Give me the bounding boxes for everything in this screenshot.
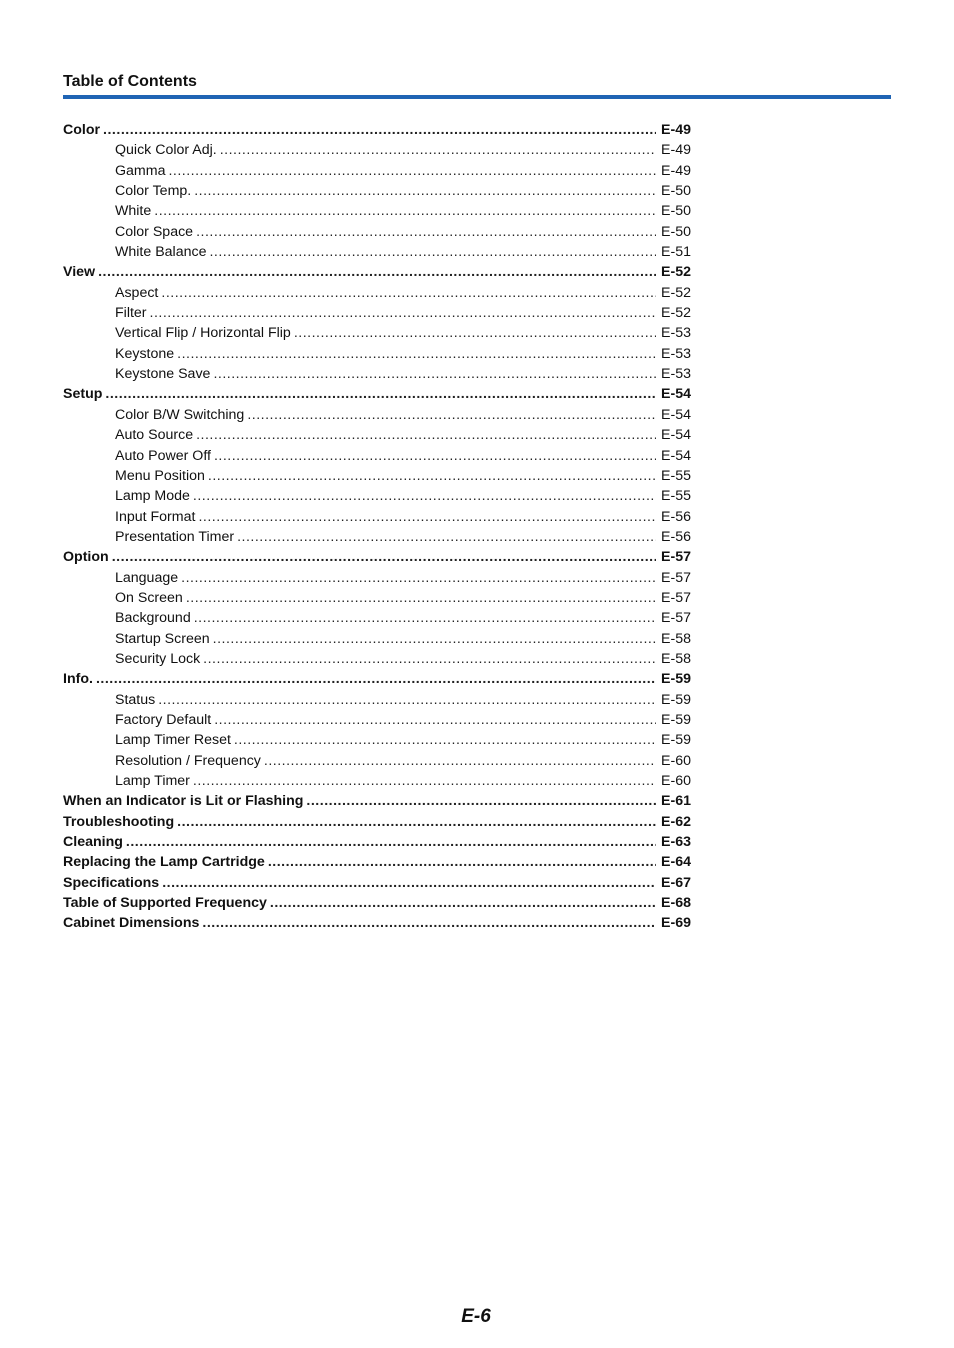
toc-entry[interactable]: [63, 222, 691, 242]
toc-entry[interactable]: [63, 730, 691, 750]
toc-entry-page: E-53: [661, 366, 691, 383]
dot-leader: [177, 812, 656, 832]
toc-entry-page: E-50: [661, 203, 691, 220]
toc-entry-page: E-58: [661, 630, 691, 647]
toc-entry-label: On Screen: [115, 589, 183, 606]
dot-leader: [193, 486, 656, 506]
toc-entry[interactable]: [63, 181, 691, 201]
toc-entry-page: E-53: [661, 345, 691, 362]
page-number: [0, 1306, 954, 1328]
dot-leader: [126, 832, 656, 852]
toc-entry-label: Lamp Timer: [115, 773, 190, 789]
toc-entry-page: E-61: [661, 793, 691, 810]
toc-entry-page: E-55: [661, 488, 691, 505]
dot-leader: [208, 466, 656, 486]
toc-entry-page: E-54: [661, 447, 691, 464]
toc-entry-label: White Balance: [115, 244, 207, 261]
toc-entry-page: E-52: [661, 264, 691, 281]
toc-entry[interactable]: [63, 852, 691, 872]
dot-leader: [177, 344, 656, 364]
toc-entry-label: Menu Position: [115, 467, 205, 484]
toc-entry[interactable]: [63, 751, 691, 771]
dot-leader: [294, 323, 656, 343]
toc-entry[interactable]: [63, 161, 691, 181]
dot-leader: [214, 446, 656, 466]
toc-entry-label: Cleaning: [63, 834, 123, 851]
dot-leader: [150, 303, 657, 323]
dot-leader: [234, 730, 656, 750]
dot-leader: [198, 507, 656, 527]
toc-entry-label: Security Lock: [115, 650, 201, 667]
dot-leader: [213, 364, 656, 384]
toc-entry-label: White: [115, 203, 152, 220]
dot-leader: [203, 649, 656, 669]
toc-entry-label: Status: [115, 691, 156, 708]
dot-leader: [105, 384, 656, 404]
toc-entry[interactable]: [63, 547, 691, 567]
dot-leader: [194, 181, 656, 201]
dot-leader: [112, 547, 656, 567]
dot-leader: [270, 893, 656, 913]
dot-leader: [158, 690, 656, 710]
toc-entry-label: Lamp Timer Reset: [115, 732, 231, 749]
dot-leader: [213, 629, 656, 649]
toc-entry-page: E-56: [661, 508, 691, 525]
toc-entry-page: E-50: [661, 223, 691, 240]
dot-leader: [209, 242, 656, 262]
toc-entry-page: E-53: [661, 325, 691, 342]
toc-entry[interactable]: [63, 669, 691, 689]
dot-leader: [96, 669, 656, 689]
toc-entry[interactable]: [63, 913, 691, 933]
toc-entry[interactable]: [63, 893, 691, 913]
toc-entry[interactable]: [63, 832, 691, 852]
toc-entry[interactable]: [63, 690, 691, 710]
toc-entry-label: Lamp Mode: [115, 488, 190, 505]
toc-entry-page: E-54: [661, 406, 691, 423]
toc-entry-page: E-51: [661, 244, 691, 261]
toc-entry-page: E-49: [661, 122, 691, 138]
dot-leader: [214, 710, 656, 730]
toc-entry-page: E-54: [661, 386, 691, 403]
toc-entry[interactable]: [63, 242, 691, 262]
dot-leader: [247, 405, 656, 425]
toc-entry-page: E-50: [661, 183, 691, 200]
toc-entry-page: E-60: [661, 773, 691, 789]
toc-entry-label: Language: [115, 569, 179, 586]
toc-entry[interactable]: [63, 812, 691, 832]
toc-entry[interactable]: [63, 405, 691, 425]
toc-entry-label: Input Format: [115, 508, 196, 525]
toc-entry[interactable]: [63, 425, 691, 445]
toc-entry-page: E-69: [661, 915, 691, 932]
toc-entry-label: When an Indicator is Lit or Flashing: [63, 793, 304, 810]
toc-entry-page: E-57: [661, 569, 691, 586]
toc-entry[interactable]: [63, 629, 691, 649]
toc-entry-page: E-57: [661, 589, 691, 606]
toc-entry-page: E-52: [661, 284, 691, 301]
dot-leader: [220, 140, 656, 160]
dot-leader: [194, 608, 656, 628]
toc-entry[interactable]: [63, 303, 691, 323]
page-title: Table of Contents: [63, 73, 197, 90]
toc-entry-label: Quick Color Adj.: [115, 142, 217, 159]
toc-entry-page: E-68: [661, 895, 691, 912]
toc-entry-label: Info.: [63, 671, 93, 688]
toc-entry-label: Keystone: [115, 345, 175, 362]
dot-leader: [193, 771, 656, 791]
toc-entry[interactable]: [63, 791, 691, 811]
header-rule: [63, 95, 891, 99]
toc-entry-label: Auto Source: [115, 427, 194, 444]
dot-leader: [181, 568, 656, 588]
toc-entry[interactable]: [63, 771, 691, 791]
toc-entry[interactable]: [63, 568, 691, 588]
toc-entry-label: Factory Default: [115, 711, 212, 728]
toc-entry-label: Aspect: [115, 284, 159, 301]
dot-leader: [103, 120, 656, 140]
toc-entry-page: E-67: [661, 874, 691, 891]
toc-entry-label: Gamma: [115, 162, 166, 179]
toc-entry[interactable]: [63, 384, 691, 404]
toc-entry-label: View: [63, 264, 96, 281]
dot-leader: [268, 852, 656, 872]
toc-entry[interactable]: [63, 344, 691, 364]
dot-leader: [196, 222, 656, 242]
toc-entry-label: Option: [63, 549, 109, 566]
toc-entry-label: Auto Power Off: [115, 447, 211, 464]
toc-entry-label: Color Space: [115, 223, 194, 240]
toc-entry[interactable]: [63, 140, 691, 160]
dot-leader: [161, 283, 656, 303]
toc-entry-label: Specifications: [63, 874, 160, 891]
toc-entry[interactable]: [63, 873, 691, 893]
toc-entry-label: Color: [63, 122, 101, 138]
toc-entry-label: Resolution / Frequency: [115, 752, 261, 769]
toc-entry-label: Color B/W Switching: [115, 406, 245, 423]
dot-leader: [306, 791, 656, 811]
toc-entry[interactable]: [63, 201, 691, 221]
toc-entry-page: E-63: [661, 834, 691, 851]
toc-entry[interactable]: [63, 710, 691, 730]
toc-entry[interactable]: [63, 608, 691, 628]
dot-leader: [186, 588, 656, 608]
toc-entry-page: E-54: [661, 427, 691, 444]
toc-entry[interactable]: [63, 262, 691, 282]
toc-entry-page: E-57: [661, 549, 691, 566]
table-of-contents: [63, 120, 691, 934]
toc-entry-page: E-55: [661, 467, 691, 484]
dot-leader: [154, 201, 656, 221]
toc-entry-page: E-58: [661, 650, 691, 667]
toc-entry-page: E-59: [661, 732, 691, 749]
toc-entry-page: E-49: [661, 142, 691, 159]
toc-entry-label: Table of Supported Frequency: [63, 895, 267, 912]
toc-entry[interactable]: [63, 507, 691, 527]
toc-entry-page: E-60: [661, 752, 691, 769]
page-number-label: E-6: [461, 1306, 491, 1327]
toc-entry-label: Color Temp.: [115, 183, 192, 200]
toc-entry-page: E-59: [661, 711, 691, 728]
toc-entry[interactable]: [63, 486, 691, 506]
toc-entry-page: E-52: [661, 305, 691, 322]
toc-entry-page: E-64: [661, 854, 691, 871]
toc-entry-label: Replacing the Lamp Cartridge: [63, 854, 265, 871]
toc-entry[interactable]: [63, 649, 691, 669]
toc-entry-page: E-57: [661, 610, 691, 627]
toc-entry[interactable]: [63, 446, 691, 466]
toc-entry-label: Cabinet Dimensions: [63, 915, 200, 932]
toc-entry[interactable]: [63, 466, 691, 486]
toc-entry-page: E-59: [661, 671, 691, 688]
toc-entry[interactable]: [63, 527, 691, 547]
dot-leader: [264, 751, 656, 771]
toc-entry-label: Vertical Flip / Horizontal Flip: [115, 325, 291, 342]
toc-entry[interactable]: [63, 283, 691, 303]
toc-entry-page: E-59: [661, 691, 691, 708]
toc-entry-page: E-62: [661, 813, 691, 830]
toc-entry-label: Setup: [63, 386, 103, 403]
toc-entry[interactable]: [63, 323, 691, 343]
toc-entry-label: Background: [115, 610, 191, 627]
dot-leader: [168, 161, 656, 181]
toc-entry-label: Filter: [115, 305, 147, 322]
toc-entry[interactable]: [63, 364, 691, 384]
toc-entry-page: E-49: [661, 162, 691, 179]
toc-entry-page: E-56: [661, 528, 691, 545]
toc-entry[interactable]: [63, 588, 691, 608]
dot-leader: [202, 913, 656, 933]
toc-entry-label: Keystone Save: [115, 366, 211, 383]
toc-entry-label: Startup Screen: [115, 630, 210, 647]
dot-leader: [98, 262, 656, 282]
toc-entry-label: Troubleshooting: [63, 813, 175, 830]
dot-leader: [237, 527, 656, 547]
toc-entry-label: Presentation Timer: [115, 528, 235, 545]
dot-leader: [162, 873, 656, 893]
dot-leader: [196, 425, 656, 445]
toc-entry[interactable]: [63, 120, 691, 140]
